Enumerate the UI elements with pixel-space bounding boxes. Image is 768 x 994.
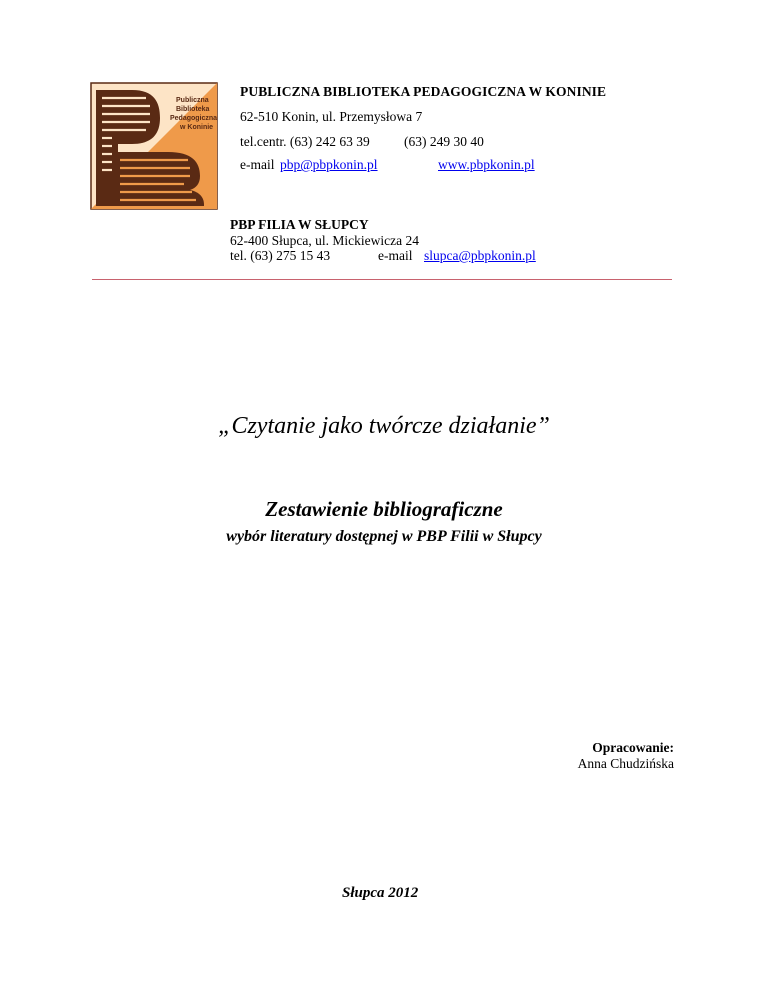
logo-text-line-2: Biblioteka (176, 106, 210, 113)
prepared-by-author: Anna Chudzińska (577, 756, 674, 771)
library-address: 62-510 Konin, ul. Przemysłowa 7 (240, 109, 423, 124)
library-phone: tel.centr. (63) 242 63 39 (240, 134, 370, 149)
document-description: wybór literatury dostępnej w PBP Filii w Słupcy (226, 528, 542, 545)
document-title: „Czytanie jako twórcze działanie” (218, 413, 550, 439)
library-name: PUBLICZNA BIBLIOTEKA PEDAGOGICZNA W KONINIE (240, 84, 607, 99)
place-and-year: Słupca 2012 (342, 885, 419, 901)
logo-text-line-1: Publiczna (176, 97, 209, 104)
branch-phone: tel. (63) 275 15 43 (230, 248, 331, 263)
branch-address: 62-400 Słupca, ul. Mickiewicza 24 (230, 233, 419, 248)
logo-text-line-3: Pedagogiczna (170, 115, 218, 122)
branch-email-label: e-mail (378, 248, 413, 263)
library-email-link[interactable]: pbp@pbpkonin.pl (280, 157, 378, 172)
library-logo (90, 82, 218, 210)
prepared-by-label: Opracowanie: (592, 740, 674, 755)
document-subtitle: Zestawienie bibliograficzne (265, 497, 503, 521)
branch-name: PBP FILIA W SŁUPCY (230, 217, 369, 232)
logo-text-line-4: w Koninie (180, 124, 214, 131)
library-logo-graphic (90, 82, 218, 210)
branch-email-link[interactable]: slupca@pbpkonin.pl (424, 248, 536, 263)
library-email-label: e-mail (240, 157, 275, 172)
header-divider (92, 279, 672, 280)
library-website-link[interactable]: www.pbpkonin.pl (438, 157, 535, 172)
library-phone-2: (63) 249 30 40 (404, 134, 484, 149)
